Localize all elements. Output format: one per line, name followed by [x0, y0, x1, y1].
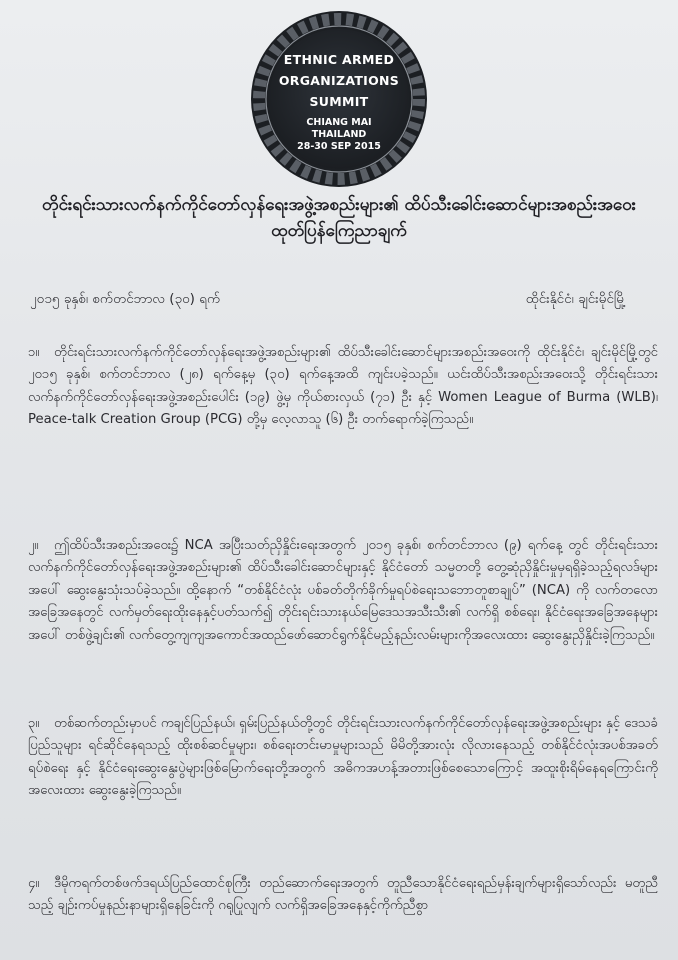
headline-line: တိုင်းရင်းသားလက်နက်ကိုင်တော်လှန်ရေးအဖွဲ့အစည်းများ၏ ထိပ်သီးခေါင်းဆောင်များအစည်းအဝေး: [42, 195, 636, 215]
paragraph: [28, 713, 658, 803]
paragraph-number: ၁။: [28, 345, 40, 360]
paragraph-text: တစ်ဆက်တည်းမှာပင် ကချင်ပြည်နယ်၊ ရှမ်းပြည်နယ်တို့တွင် တိုင်းရင်းသားလက်နက်ကိုင်တော်လှန်ရေးအဖွဲ့အစည်းများ နှင့် ဒေသခံပြည်သူများ ရင်ဆိုင်နေရသည့် ထိုးစစ်ဆင်မှုများ၊ စစ်ရေးတင်းမာမှုများသည် မိမိတို့အားလုံး လိုလားနေသည့် တစ်နိုင်ငံလုံးအပစ်အခတ်ရပ်စဲရေး နှင့် နိုင်ငံရေးဆွေးနွေးပွဲများဖြစ်မြောက်ရေးတို့အတွက် အဓိကအဟန့်အတားဖြစ်စေသောကြောင့် အထူးစိုးရိမ်နေရကြောင်းကို အလေးထား ဆွေးနွေးခဲ့ကြသည်။: [28, 716, 658, 799]
document-date: ၂၀၁၅ ခုနှစ်၊ စက်တင်ဘာလ (၃၀) ရက်: [30, 291, 221, 307]
paragraph-number: ၃။: [28, 716, 40, 731]
paragraph: [28, 535, 658, 647]
logo-title-line: ETHNIC ARMED: [283, 51, 395, 67]
logo-text: [250, 10, 428, 188]
paragraph-text: ဒီမိုကရက်တစ်ဖက်ဒရယ်ပြည်ထောင်စုကြီး တည်ဆောက်ရေးအတွက် တူညီသောနိုင်ငံရေးရည်မှန်းချက်များရှိသော်လည်း မတူညီသည့် ချဉ်းကပ်မှုနည်းနာများရှိနေခြင်းကို ဂရုပြုလျက် လက်ရှိအခြေအနေနှင့်ကိုက်ညီစွာ: [28, 876, 658, 914]
document-place: ထိုင်းနိုင်ငံ၊ ချင်းမိုင်မြို့: [525, 291, 626, 307]
logo-title-line: SUMMIT: [309, 93, 369, 109]
logo-location-line: CHIANG MAI: [306, 116, 372, 128]
document-headline: [20, 192, 658, 244]
logo-title-line: ORGANIZATIONS: [278, 72, 400, 88]
headline-line: ထုတ်ပြန်ကြေညာချက်: [271, 221, 407, 241]
logo-date-line: 28-30 SEP 2015: [297, 140, 381, 152]
paragraph-text: ဤထိပ်သီးအစည်းအဝေး၌ NCA အပြီးသတ်ညှိနှိုင်းရေးအတွက် ၂၀၁၅ ခုနှစ်၊ စက်တင်ဘာလ (၉) ရက်နေ့ တွင် တိုင်းရင်းသားလက်နက်ကိုင်တော်လှန်ရေးအဖွဲ့အစည်းများ၏ ထိပ်သီးခေါင်းဆောင်များနှင့် နိုင်ငံတော် သမ္မတတို့ တွေ့ဆုံညှိနှိုင်းမှုမှရရှိခဲ့သည့်ရလဒ်များအပေါ် ဆွေးနွေးသုံးသပ်ခဲ့သည်။ ထို့နောက် “တစ်နိုင်ငံလုံး ပစ်ခတ်တိုက်ခိုက်မှုရပ်စဲရေးသဘောတူစာချုပ်” (NCA) ကို လက်တလောအခြေအနေတွင် လက်မှတ်ရေးထိုးနေနှင့်ပတ်သက်၍ တိုင်းရင်းသားနယ်မြေဒေသအသီးသီး၏ လက်ရှိ စစ်ရေး၊ နိုင်ငံရေးအခြေအနေများအပေါ် တစ်ဖွဲ့ချင်း၏ လက်တွေ့ကျကျအကောင်အထည်ဖော်ဆောင်ရွက်နိုင်မည့်နည်းလမ်းများကိုအလေးထား ဆွေးနွေးညှိနှိုင်းခဲ့ကြသည်။: [28, 538, 658, 643]
paragraph-number: ၄။: [28, 876, 40, 891]
summit-logo: [250, 10, 428, 188]
logo-location-line: THAILAND: [311, 128, 367, 140]
paragraph-text: တိုင်းရင်းသားလက်နက်ကိုင်တော်လှန်ရေးအဖွဲ့အစည်းများ၏ ထိပ်သီးခေါင်းဆောင်များအစည်းအဝေးကို ထိုင်းနိုင်ငံ၊ ချင်းမိုင်မြို့တွင် ၂၀၁၅ ခုနှစ်၊ စက်တင်ဘာလ (၂၈) ရက်နေ့မှ (၃၀) ရက်နေ့အထိ ကျင်းပခဲ့သည်။ ယင်းထိပ်သီးအစည်းအဝေးသို့ တိုင်းရင်းသားလက်နက်ကိုင်တော်လှန်ရေးအဖွဲ့အစည်းပေါင်း (၁၉) ဖွဲ့မှ ကိုယ်စားလှယ် (၇၁) ဦး နှင့် Women League of Burma (WLB)၊ Peace-talk Creation Group (PCG) တို့မှ လေ့လာသူ (၆) ဦး တက်ရောက်ခဲ့ကြသည်။: [28, 345, 658, 428]
paragraph-number: ၂။: [28, 538, 39, 553]
paragraph: [28, 342, 658, 432]
paragraph: [28, 873, 658, 918]
